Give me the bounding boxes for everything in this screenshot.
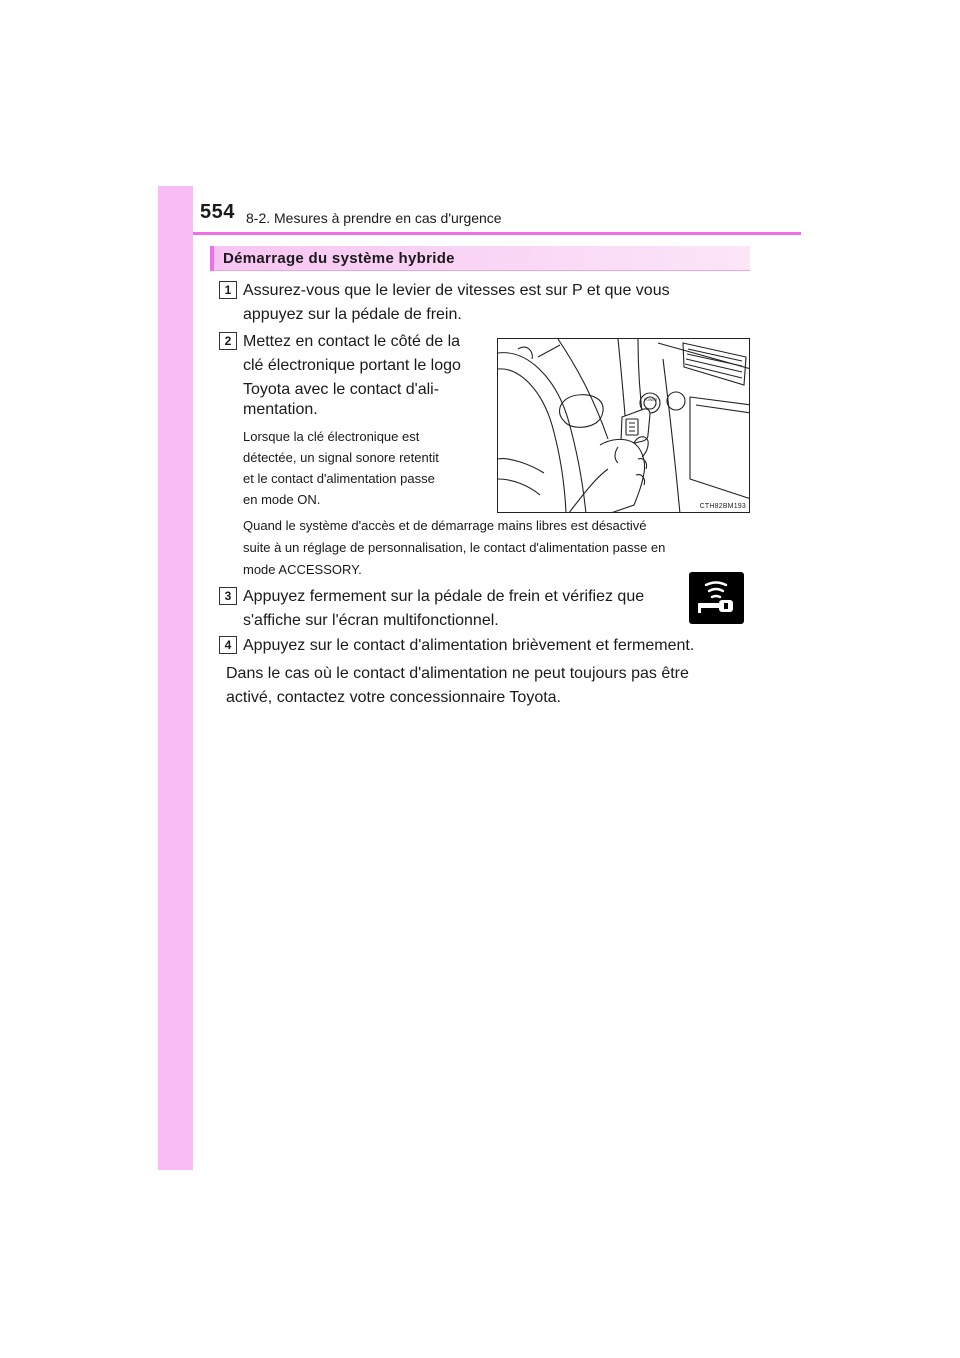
step-1-line-2: appuyez sur la pédale de frein. <box>243 306 462 323</box>
side-tab-band <box>158 186 193 1170</box>
illustration-power-switch <box>497 338 750 513</box>
step-1-line-1: Assurez-vous que le levier de vitesses est sur P et que vous <box>243 282 670 299</box>
step-2-note2-line-2: suite à un réglage de personnalisation, le contact d'alimentation passe en <box>243 540 666 555</box>
step-3-line-2: s'affiche sur l'écran multifonctionnel. <box>243 612 499 629</box>
illustration-code: CTH82BM193 <box>699 503 746 510</box>
step-2-note2-line-3: mode ACCESSORY. <box>243 562 362 577</box>
step-2-note-line-1: Lorsque la clé électronique est <box>243 429 420 444</box>
section-heading-bar <box>210 246 214 271</box>
step-number-1: 1 <box>219 281 237 299</box>
chapter-header: 8-2. Mesures à prendre en cas d'urgence <box>246 210 502 226</box>
section-title: Démarrage du système hybride <box>223 250 455 267</box>
step-2-note-line-4: en mode ON. <box>243 492 321 507</box>
step-2-note-line-3: et le contact d'alimentation passe <box>243 471 435 486</box>
smart-key-indicator-icon <box>689 572 744 624</box>
step-4-line-1: Appuyez sur le contact d'alimentation brièvement et fermement. <box>243 637 695 654</box>
step-2-note-line-2: détectée, un signal sonore retentit <box>243 450 439 465</box>
step-2-line-1: Mettez en contact le côté de la <box>243 333 461 350</box>
hand-key-illustration <box>498 339 750 513</box>
step-2-line-4: mentation. <box>243 401 318 418</box>
step-2-line-2: clé électronique portant le logo <box>243 357 461 374</box>
closing-line-1: Dans le cas où le contact d'alimentation ne peut toujours pas être <box>226 665 689 682</box>
step-number-2: 2 <box>219 332 237 350</box>
step-number-4: 4 <box>219 636 237 654</box>
closing-line-2: activé, contactez votre concessionnaire Toyota. <box>226 689 561 706</box>
section-heading <box>210 246 750 271</box>
step-2-line-3: Toyota avec le contact d'ali- <box>243 381 440 398</box>
header-divider <box>193 232 801 235</box>
step-2-note2-line-1: Quand le système d'accès et de démarrage mains libres est désactivé <box>243 518 647 533</box>
page-number: 554 <box>200 201 235 223</box>
power-button-label: POWER <box>644 398 658 402</box>
step-3-line-1: Appuyez fermement sur la pédale de frein et vérifiez que <box>243 588 645 605</box>
step-number-3: 3 <box>219 587 237 605</box>
